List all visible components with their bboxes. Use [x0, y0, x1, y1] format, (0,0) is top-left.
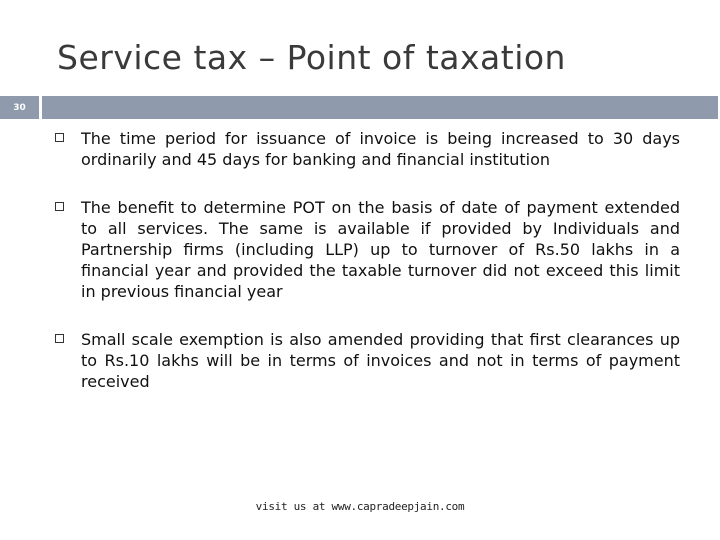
square-bullet-icon: [55, 334, 64, 343]
title-divider-bar: [42, 96, 718, 119]
bullet-item: [55, 329, 680, 392]
bullet-text: The time period for issuance of invoice is being increased to 30 days ordinarily and 45 days for banking and financial institution: [81, 129, 680, 169]
page-number-badge: [0, 96, 39, 119]
page-number: 30: [13, 102, 26, 113]
slide-title: Service tax – Point of taxation: [57, 38, 566, 77]
bullet-list: [55, 128, 680, 392]
bullet-item: [55, 128, 680, 170]
square-bullet-icon: [55, 133, 64, 142]
footer-link[interactable]: visit us at www.capradeepjain.com: [255, 500, 465, 513]
bullet-item: [55, 197, 680, 302]
square-bullet-icon: [55, 202, 64, 211]
bullet-text: Small scale exemption is also amended providing that first clearances up to Rs.10 lakhs will be in terms of invoices and not in terms of payment received: [81, 330, 680, 391]
bullet-text: The benefit to determine POT on the basis of date of payment extended to all services. The same is available if provided by Individuals and Partnership firms (including LLP) up to turnover of Rs.50 lakhs in a financial year and provided the taxable turnover did not exceed this limit in previous financial year: [81, 198, 680, 301]
